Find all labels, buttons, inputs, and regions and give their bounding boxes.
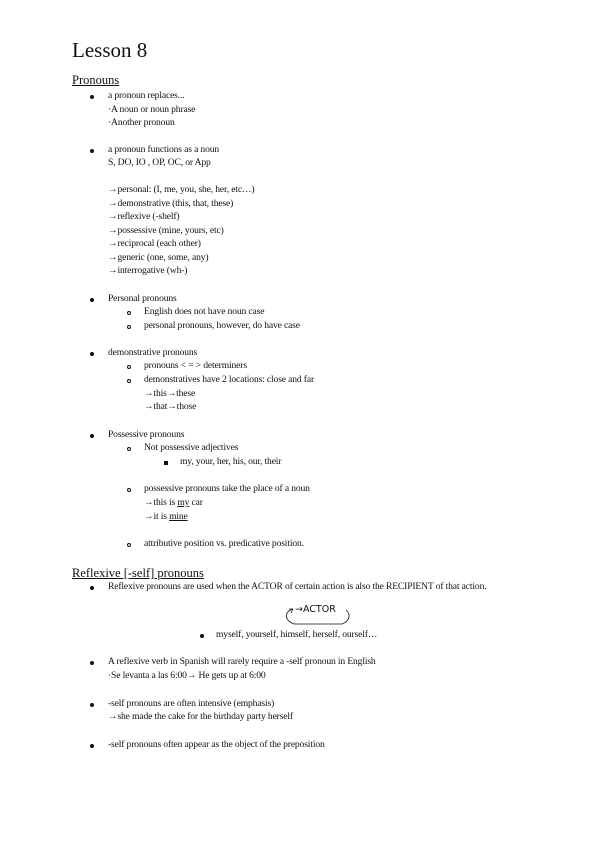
section-heading-reflexive: Reflexive [-self] pronouns — [72, 566, 204, 580]
possessive-example-2: →it is mine — [144, 511, 188, 522]
possessive-example-1: →this is my car — [144, 497, 203, 508]
sub-bullet-circle — [127, 379, 131, 383]
actor-label: →ACTOR — [295, 604, 336, 615]
type-reciprocal: →reciprocal (each other) — [108, 238, 201, 249]
bullet-dot — [90, 661, 94, 665]
bullet-dot — [90, 352, 94, 356]
reflexive-intensive-example: →she made the cake for the birthday party herself — [108, 711, 293, 722]
bullet-dot — [90, 703, 94, 707]
demonstrative-that-those: →that→those — [144, 401, 197, 412]
reflexive-bullet-4: -self pronouns often appear as the object of the preposition — [108, 739, 325, 750]
replaces-line-2: ·Another pronoun — [108, 117, 175, 128]
bullet-personal-pronouns: Personal pronouns — [108, 293, 177, 304]
bullet-dot — [90, 586, 94, 590]
sub-bullet-circle — [127, 488, 131, 492]
type-possessive: →possessive (mine, yours, etc) — [108, 225, 224, 236]
page-title: Lesson 8 — [72, 38, 148, 62]
bullet-demonstrative-pronouns: demonstrative pronouns — [108, 347, 198, 358]
personal-sub-2: personal pronouns, however, do have case — [144, 320, 300, 331]
personal-sub-1: English does not have noun case — [144, 306, 265, 317]
sub-bullet-circle — [127, 365, 131, 369]
bullet-dot — [90, 298, 94, 302]
possessive-sub-2: possessive pronouns take the place of a noun — [144, 483, 310, 494]
bullet-dot — [200, 634, 204, 638]
bullet-dot — [90, 434, 94, 438]
type-demonstrative: →demonstrative (this, that, these) — [108, 198, 234, 209]
demonstrative-sub-1: pronouns < = > determiners — [144, 360, 247, 371]
possessive-sub-3: attributive position vs. predicative position. — [144, 538, 304, 549]
actor-loop-diagram — [280, 600, 360, 628]
sub-bullet-circle — [127, 447, 131, 451]
type-interrogative: →interrogative (wh-) — [108, 265, 188, 276]
bullet-dot — [90, 744, 94, 748]
reflexive-spanish-example: ·Se levanta a las 6:00→ He gets up at 6:00 — [108, 670, 266, 681]
demonstrative-sub-2: demonstratives have 2 locations: close and far — [144, 374, 314, 385]
bullet-dot — [90, 95, 94, 99]
type-personal: →personal: (I, me, you, she, her, etc…) — [108, 184, 255, 195]
demonstrative-this-these: →this→these — [144, 388, 196, 399]
reflexive-bullet-3: -self pronouns are often intensive (emphasis) — [108, 698, 275, 709]
functions-roles: S, DO, IO , OP, OC, or App — [108, 157, 211, 168]
sub-bullet-circle — [127, 311, 131, 315]
reflexive-pronoun-list: myself, yourself, himself, herself, ourself… — [216, 629, 378, 640]
sub-sub-bullet-square — [164, 461, 168, 465]
bullet-dot — [90, 149, 94, 153]
possessive-adjectives-list: my, your, her, his, our, their — [180, 456, 282, 467]
bullet-pronoun-replaces: a pronoun replaces... — [108, 90, 185, 101]
bullet-possessive-pronouns: Possessive pronouns — [108, 429, 185, 440]
replaces-line-1: ·A noun or noun phrase — [108, 104, 196, 115]
type-reflexive: →reflexive (-shelf) — [108, 211, 180, 222]
bullet-pronoun-functions: a pronoun functions as a noun — [108, 144, 220, 155]
section-heading-pronouns: Pronouns — [72, 73, 120, 87]
sub-bullet-circle — [127, 543, 131, 547]
sub-bullet-circle — [127, 325, 131, 329]
possessive-sub-1: Not possessive adjectives — [144, 442, 239, 453]
reflexive-bullet-2: A reflexive verb in Spanish will rarely require a -self pronoun in English — [108, 656, 376, 667]
reflexive-bullet-1: Reflexive pronouns are used when the ACTOR of certain action is also the RECIPIENT of that action. — [108, 581, 487, 592]
type-generic: →generic (one, some, any) — [108, 252, 209, 263]
